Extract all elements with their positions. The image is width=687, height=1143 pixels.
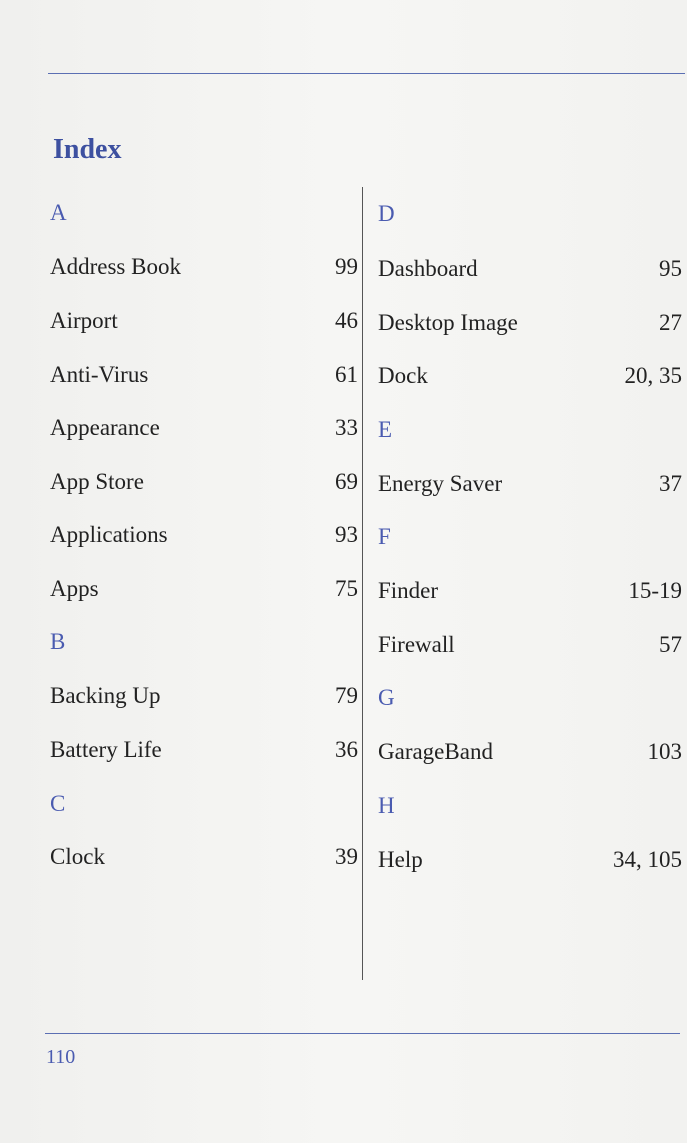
index-term: Finder <box>378 578 439 603</box>
index-page-ref: 99 <box>335 254 358 279</box>
section-letter: E <box>378 417 393 442</box>
index-term: Anti-Virus <box>50 362 149 387</box>
index-entry <box>48 681 358 711</box>
index-entry <box>376 737 682 767</box>
index-term: Airport <box>50 308 118 333</box>
page-number: 110 <box>46 1046 76 1068</box>
index-term: Backing Up <box>50 683 161 708</box>
section-letter: C <box>50 791 66 816</box>
index-term: Apps <box>50 576 99 601</box>
index-entry <box>376 845 682 875</box>
column-divider <box>362 187 363 980</box>
index-page-ref: 20, 35 <box>624 363 682 388</box>
index-page-ref: 93 <box>335 522 358 547</box>
index-term: Clock <box>50 844 105 869</box>
index-page-ref: 37 <box>659 471 682 496</box>
index-page-ref: 57 <box>659 632 682 657</box>
index-term: App Store <box>50 469 144 494</box>
section-letter: A <box>50 200 67 225</box>
index-page-ref: 46 <box>335 308 358 333</box>
index-entry <box>48 413 358 443</box>
index-term: Dashboard <box>378 256 478 281</box>
bottom-rule <box>45 1033 680 1034</box>
index-term: Firewall <box>378 632 455 657</box>
index-page-ref: 79 <box>335 683 358 708</box>
index-entry <box>48 252 358 282</box>
index-entry <box>48 467 358 497</box>
index-page-ref: 95 <box>659 256 682 281</box>
index-page-ref: 61 <box>335 362 358 387</box>
index-term: Applications <box>50 522 168 547</box>
index-page-ref: 34, 105 <box>613 847 682 872</box>
index-term: Appearance <box>50 415 160 440</box>
index-term: Address Book <box>50 254 181 279</box>
page-title: Index <box>53 134 122 165</box>
index-term: GarageBand <box>378 739 493 764</box>
index-entry <box>48 574 358 604</box>
index-term: Dock <box>378 363 428 388</box>
index-page-ref: 36 <box>335 737 358 762</box>
section-letter: B <box>50 629 66 654</box>
index-entry <box>48 360 358 390</box>
index-page-ref: 39 <box>335 844 358 869</box>
index-entry <box>48 842 358 872</box>
index-term: Help <box>378 847 423 872</box>
index-entry <box>376 254 682 284</box>
section-letter: F <box>378 524 391 549</box>
index-page-ref: 15-19 <box>628 578 682 603</box>
index-entry <box>376 308 682 338</box>
index-entry <box>48 306 358 336</box>
index-page-ref: 103 <box>647 739 682 764</box>
index-page-ref: 33 <box>335 415 358 440</box>
index-entry <box>376 361 682 391</box>
index-term: Desktop Image <box>378 310 518 335</box>
index-entry <box>376 630 682 660</box>
index-term: Battery Life <box>50 737 162 762</box>
index-page-ref: 27 <box>659 310 682 335</box>
index-page-ref: 75 <box>335 576 358 601</box>
index-entry <box>376 469 682 499</box>
index-entry <box>48 520 358 550</box>
index-term: Energy Saver <box>378 471 503 496</box>
top-rule <box>48 73 685 74</box>
index-entry <box>376 576 682 606</box>
section-letter: D <box>378 201 395 226</box>
section-letter: G <box>378 685 395 710</box>
index-entry <box>48 735 358 765</box>
index-page-ref: 69 <box>335 469 358 494</box>
section-letter: H <box>378 793 395 818</box>
